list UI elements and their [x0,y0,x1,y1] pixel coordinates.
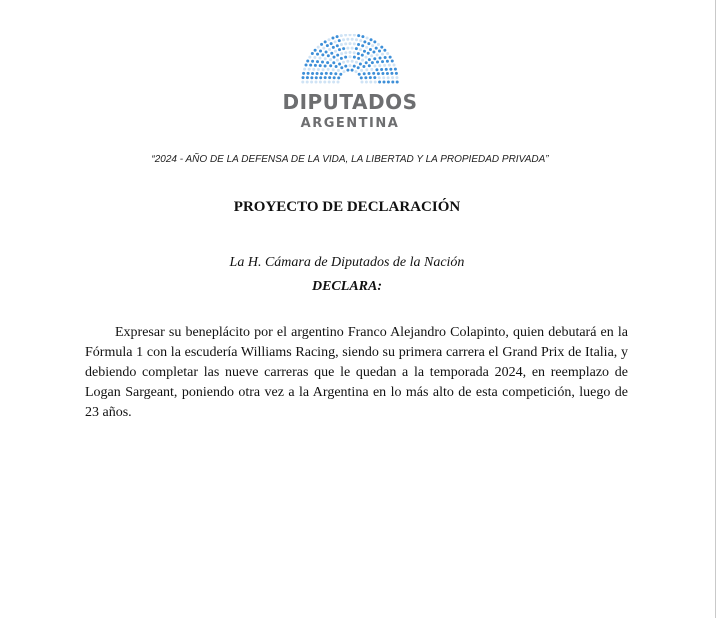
logo-dot [349,64,352,67]
logo-dot [349,51,352,54]
logo-dot [316,60,319,63]
logo-dot [390,72,393,75]
logo-dot [301,81,304,84]
logo-dot [359,39,362,42]
logo-dot [370,38,373,41]
logo-dot [381,60,384,63]
logo-dot [357,34,360,37]
logo-dot [302,72,305,75]
logo-dot [391,76,394,79]
logo-dot [378,81,381,84]
logo-dot [330,42,333,45]
logo-dot [351,47,354,50]
logo-dot [373,76,376,79]
logo-dot [316,53,319,56]
logo-dot [369,48,372,51]
logo-dot [327,68,330,71]
logo-dot [331,36,334,39]
logo-dot [362,65,365,68]
logo-dot [342,47,345,50]
logo-dot [381,72,384,75]
logo-dot [349,42,352,45]
logo-dot [307,72,310,75]
logo-dot [332,81,335,84]
logo-dot [336,44,339,47]
logo-dot [338,62,341,65]
logo-dot [314,49,317,52]
logo-dot [337,69,340,72]
logo-dot [365,46,368,49]
logo-dot [335,65,338,68]
logo-dot [393,63,396,66]
logo-dot [395,72,398,75]
logo-dot [329,58,332,61]
logo-dot [361,59,364,62]
logo-dot [317,46,320,49]
logo-dot [371,61,374,64]
logo-dot [368,64,371,67]
logo-dot [312,68,315,71]
document-type-title: PROYECTO DE DECLARACIÓN [233,199,461,215]
logo-dot [396,81,399,84]
logo-dot [353,34,356,37]
logo-dot [359,48,362,51]
logo-dot [340,66,343,69]
logo-dot [372,50,375,53]
logo-dot [370,68,373,71]
logo-dot [330,72,333,75]
logo-dot [386,52,389,55]
logo-dot [361,44,364,47]
logo-dot [338,39,341,42]
logo-dot [377,43,380,46]
logo-dot [303,68,306,71]
logo-dot [328,48,331,51]
logo-dot [326,61,329,64]
logo-dot [358,73,361,76]
logo-dot [339,73,342,76]
logo-dot [316,72,319,75]
logo-dot [381,53,384,56]
logo-dot [389,56,392,59]
logo-dot [320,43,323,46]
hemicycle-icon [278,34,422,86]
logo-dot [377,72,380,75]
logo-dot [311,72,314,75]
logo-dot [337,81,340,84]
logo-dot [357,57,360,60]
logo-dot [336,54,339,57]
logo-dot [386,72,389,75]
logo-dot [327,54,330,57]
logo-dot [321,53,324,56]
logo-dot [340,34,343,37]
logo-dot [365,81,368,84]
logo-dot [371,44,374,47]
logo-dot [363,40,366,43]
logo-dot [369,76,372,79]
logo-dot [367,52,370,55]
logo-dot [306,81,309,84]
logo-dot [338,48,341,51]
logo-dot [359,62,362,65]
logo-dot [336,59,339,62]
logo-subtitle: ARGENTINA [300,116,400,131]
logo-dot [322,47,325,50]
logo-dot [326,44,329,47]
logo-dot [311,52,314,55]
logo-dot [325,50,328,53]
logo-dot [353,65,356,68]
logo-dot [317,68,320,71]
logo-dot [353,51,356,54]
logo-dot [328,76,331,79]
diputados-logo [278,34,422,134]
logo-dot [349,34,352,36]
logo-dot [374,81,377,84]
logo-dot [344,56,347,59]
declares-heading: DECLARA: [311,279,382,294]
logo-dot [373,65,376,68]
logo-dot [342,61,345,64]
logo-dot [353,42,356,45]
logo-dot [351,69,354,72]
logo-dot [365,68,368,71]
logo-dot [332,68,335,71]
logo-dot [370,54,373,57]
logo-dot [388,64,391,67]
logo-dot [315,81,318,84]
logo-dot [311,60,314,63]
logo-dot [324,57,327,60]
logo-dot [324,40,327,43]
logo-dot [363,72,366,75]
logo-dot [322,68,325,71]
chamber-name: La H. Cámara de Diputados de la Nación [229,255,465,270]
logo-dot [364,76,367,79]
logo-dot [355,61,358,64]
logo-dot [351,60,354,63]
logo-dot [363,50,366,53]
declaration-body: Expresar su beneplácito por el argentino Franco Alejandro Colapinto, quien debutará en la Fórmula 1 con la escudería Williams Racing, siendo su primera carrera el Grand Prix de Italia, y debiendo completar las nueve carreras que le quedan a la temporada 2024, en reemplazo de Logan Sargeant, poniendo otra vez a la Argentina en lo más alto de esta competición, luego de 23 años. [85,325,628,420]
logo-dot [308,68,311,71]
logo-dot [361,54,364,57]
logo-dot [321,61,324,64]
logo-dot [378,64,381,67]
logo-dot [346,38,349,41]
logo-dot [340,43,343,46]
logo-dot [376,53,379,56]
logo-dot [386,60,389,63]
logo-dot [340,52,343,55]
logo-dot [349,55,352,58]
logo-dot [396,76,399,79]
logo-dot [334,40,337,43]
logo-dot [308,56,311,59]
logo-dot [351,38,354,41]
logo-dot [387,76,390,79]
logo-dot [306,59,309,62]
logo-dot [383,81,386,84]
logo-dot [324,76,327,79]
logo-dot [346,60,349,63]
logo-dot [309,64,312,67]
logo-dot [353,56,356,59]
logo-dot [334,72,337,75]
logo-dot [329,64,332,67]
logo-dot [365,61,368,64]
logo-dot [342,38,345,41]
logo-dot [378,76,381,79]
logo-dot [387,81,390,84]
logo-dot [373,57,376,60]
logo-dot [337,76,340,79]
logo-dot [373,40,376,43]
logo-dot [334,50,337,53]
logo-dot [314,64,317,67]
logo-dot [372,72,375,75]
logo-dot [319,81,322,84]
logo-dot [319,76,322,79]
logo-dot [357,52,360,55]
logo-dot [368,58,371,61]
logo-dot [355,38,358,41]
logo-dot [368,72,371,75]
logo-dot [313,56,316,59]
logo-dot [319,49,322,52]
logo-dot [383,49,386,52]
logo-dot [361,81,364,84]
logo-dot [355,70,358,73]
logo-dot [383,64,386,67]
year-motto: “2024 - AÑO DE LA DEFENSA DE LA VIDA, LA LIBERTAD Y LA PROPIEDAD PRIVADA” [151,154,549,165]
logo-dot [327,38,330,41]
logo-dot [360,69,363,72]
logo-dot [344,42,347,45]
logo-dot [367,42,370,45]
logo-dot [346,69,349,72]
logo-dot [330,52,333,55]
logo-dot [310,81,313,84]
logo-dot [323,81,326,84]
logo-dot [306,76,309,79]
logo-dot [340,57,343,60]
logo-dot [336,35,339,38]
logo-dot [332,61,335,64]
logo-dot [346,47,349,50]
logo-dot [304,63,307,66]
logo-dot [343,70,346,73]
logo-dot [375,47,378,50]
logo-dot [380,46,383,49]
logo-dot [394,68,397,71]
logo-dot [302,76,305,79]
logo-dot [325,72,328,75]
logo-dot [369,81,372,84]
logo-dot [389,68,392,71]
logo-dot [365,56,368,59]
logo-dot [355,47,358,50]
logo-dot [344,51,347,54]
logo-dot [378,49,381,52]
logo-dot [384,56,387,59]
logo-dot [382,76,385,79]
logo-dot [320,72,323,75]
logo-dot [357,43,360,46]
page-edge-divider [715,0,716,618]
logo-dot [360,76,363,79]
logo-dot [333,76,336,79]
logo-dot [333,56,336,59]
logo-dot [385,68,388,71]
logo-dot [357,66,360,69]
logo-dot [366,36,369,39]
logo-dot [318,57,321,60]
logo-name: DIPUTADOS [282,90,418,114]
logo-dot [344,34,347,37]
logo-dot [332,46,335,49]
logo-dot [379,57,382,60]
logo-dot [328,81,331,84]
logo-dot [380,68,383,71]
logo-dot [324,65,327,68]
logo-dot [319,64,322,67]
logo-dot [310,76,313,79]
logo-dot [376,61,379,64]
logo-dot [344,65,347,68]
logo-dot [391,81,394,84]
logo-dot [315,76,318,79]
logo-dot [375,68,378,71]
logo-dot [361,35,364,38]
logo-dot [391,59,394,62]
